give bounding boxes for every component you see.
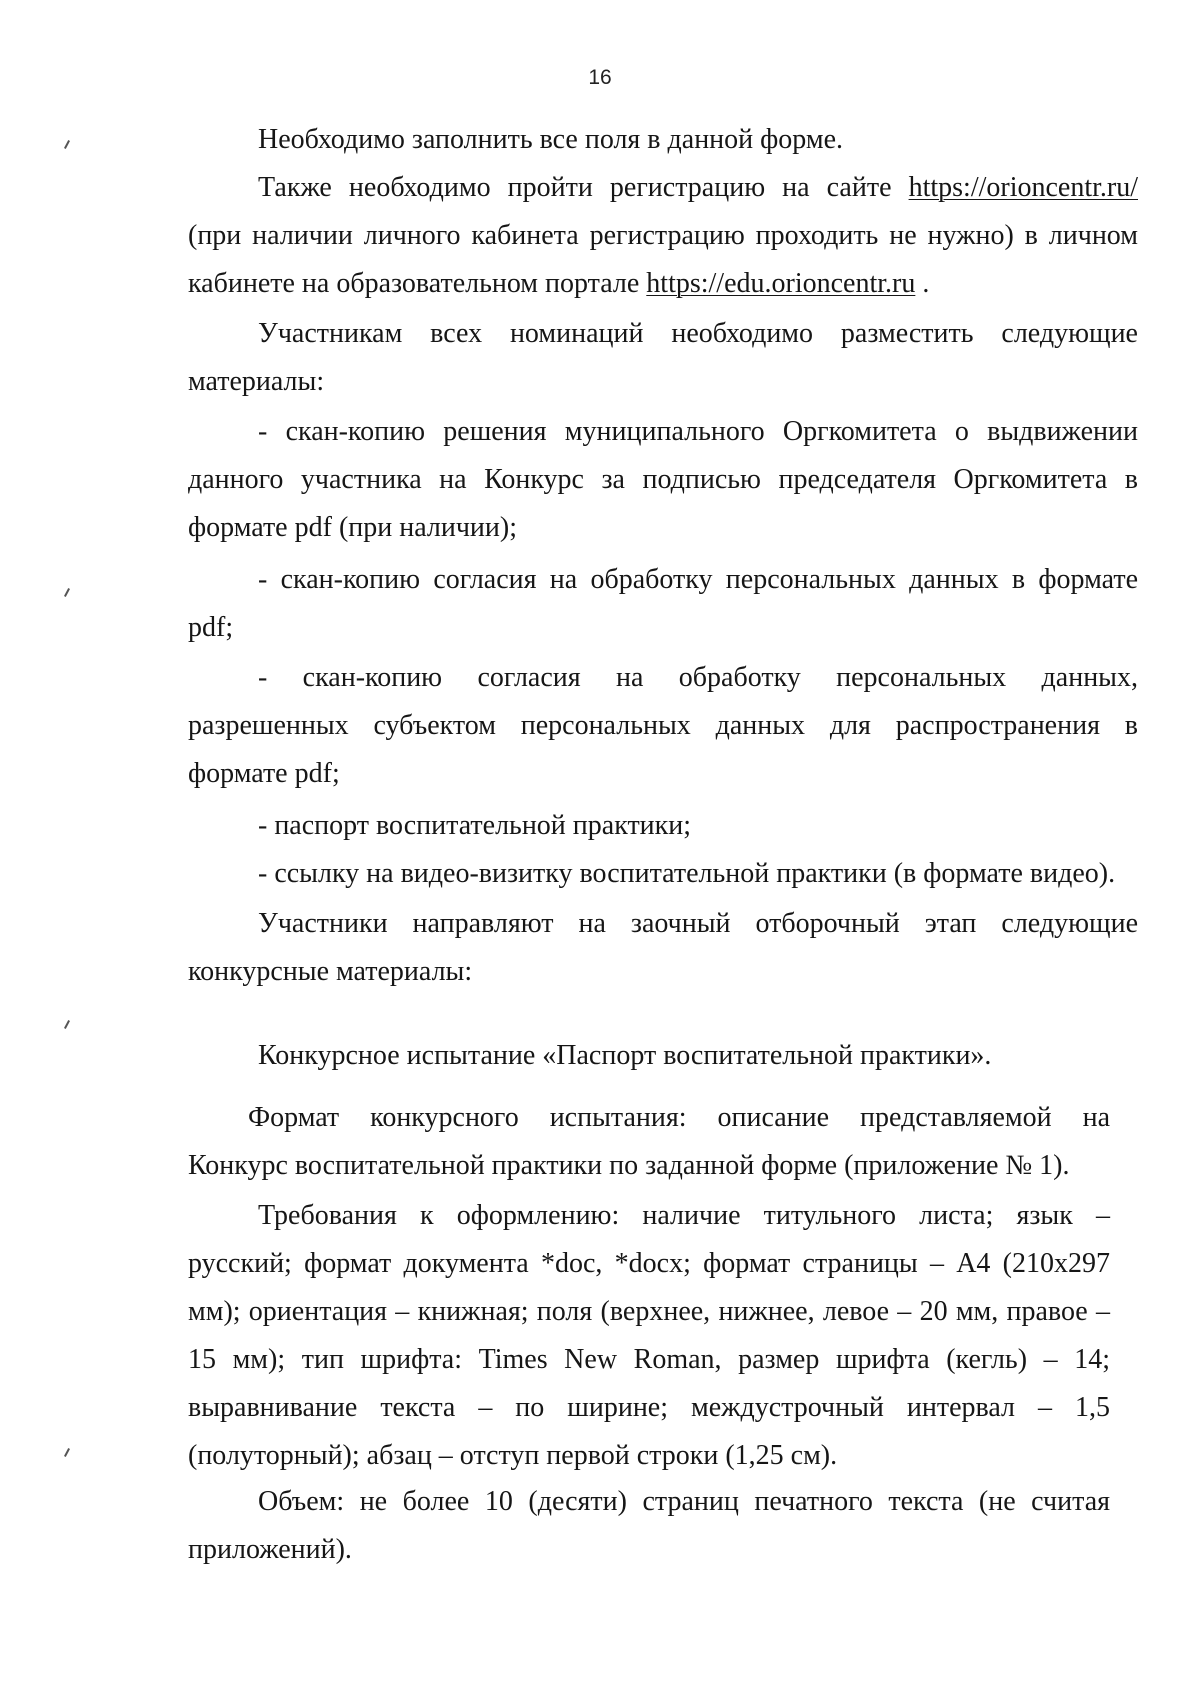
paragraph-line: Участники направляют на заочный отборочный этап следующие: [258, 908, 1138, 939]
scan-mark: [64, 1020, 70, 1029]
paragraph-line: конкурсные материалы:: [188, 956, 473, 987]
paragraph-line: мм); ориентация – книжная; поля (верхнее, нижнее, левое – 20 мм, правое –: [188, 1296, 1110, 1327]
paragraph-line: Необходимо заполнить все поля в данной форме.: [258, 124, 844, 155]
scan-mark: [64, 588, 70, 597]
paragraph-line: - скан-копию решения муниципального Оргкомитета о выдвижении: [258, 416, 1138, 447]
list-item: [188, 556, 1138, 652]
paragraph-line: pdf;: [188, 612, 234, 643]
paragraph-line: русский; формат документа *doc, *docx; формат страницы – А4 (210x297: [188, 1248, 1110, 1279]
paragraph-line: [188, 260, 1138, 308]
paragraph-registration: [188, 164, 1138, 308]
paragraph-line: материалы:: [188, 366, 325, 397]
list-item: [188, 408, 1138, 552]
paragraph-line: - ссылку на видео-визитку воспитательной практики (в формате видео).: [258, 858, 1116, 889]
edu-orioncentr-link[interactable]: https://edu.orioncentr.ru: [646, 268, 916, 299]
scan-mark: [64, 1448, 70, 1457]
orioncentr-link[interactable]: https://orioncentr.ru/: [908, 172, 1138, 203]
page-number: 16: [588, 66, 612, 89]
paragraph-fill-fields: [258, 116, 1138, 164]
paragraph-materials-intro: [188, 310, 1138, 406]
registration-text: Также необходимо пройти регистрацию на сайте: [258, 172, 909, 203]
paragraph-line: выравнивание текста – по ширине; междустрочный интервал – 1,5: [188, 1392, 1110, 1423]
paragraph-line: Объем: не более 10 (десяти) страниц печатного текста (не считая: [258, 1486, 1110, 1517]
paragraph-line: формате pdf (при наличии);: [188, 512, 517, 543]
paragraph-participants: [188, 900, 1138, 996]
paragraph-line: - скан-копию согласия на обработку персональных данных в формате: [258, 564, 1138, 595]
paragraph-line: 15 мм); тип шрифта: Times New Roman, размер шрифта (кегль) – 14;: [188, 1344, 1110, 1375]
paragraph-line: - паспорт воспитательной практики;: [258, 810, 692, 841]
paragraph-volume: [188, 1478, 1110, 1574]
paragraph-line: Участникам всех номинаций необходимо разместить следующие: [258, 318, 1138, 349]
portal-text: кабинете на образовательном портале: [188, 268, 647, 299]
paragraph-line: [188, 164, 1138, 212]
paragraph-line: Формат конкурсного испытания: описание представляемой на: [248, 1102, 1110, 1133]
paragraph-line: формате pdf;: [188, 758, 340, 789]
portal-end: .: [915, 268, 930, 299]
paragraph-format: [188, 1094, 1110, 1190]
contest-heading: [258, 1032, 1138, 1080]
paragraph-line: - скан-копию согласия на обработку персональных данных,: [258, 662, 1138, 693]
paragraph-line: приложений).: [188, 1534, 352, 1565]
scan-mark: [64, 140, 70, 149]
paragraph-requirements: [188, 1192, 1110, 1480]
paragraph-line: Конкурс воспитательной практики по заданной форме (приложение № 1).: [188, 1150, 1070, 1181]
paragraph-line: (при наличии личного кабинета регистрацию проходить не нужно) в личном: [188, 220, 1138, 251]
paragraph-line: Требования к оформлению: наличие титульного листа; язык –: [258, 1200, 1110, 1231]
heading-line: Конкурсное испытание «Паспорт воспитательной практики».: [258, 1040, 992, 1071]
paragraph-line: разрешенных субъектом персональных данных для распространения в: [188, 710, 1138, 741]
list-item: [188, 654, 1138, 798]
paragraph-line: (полуторный); абзац – отступ первой строки (1,25 см).: [188, 1440, 838, 1471]
list-item: [258, 802, 1138, 898]
paragraph-line: данного участника на Конкурс за подписью председателя Оргкомитета в: [188, 464, 1138, 495]
